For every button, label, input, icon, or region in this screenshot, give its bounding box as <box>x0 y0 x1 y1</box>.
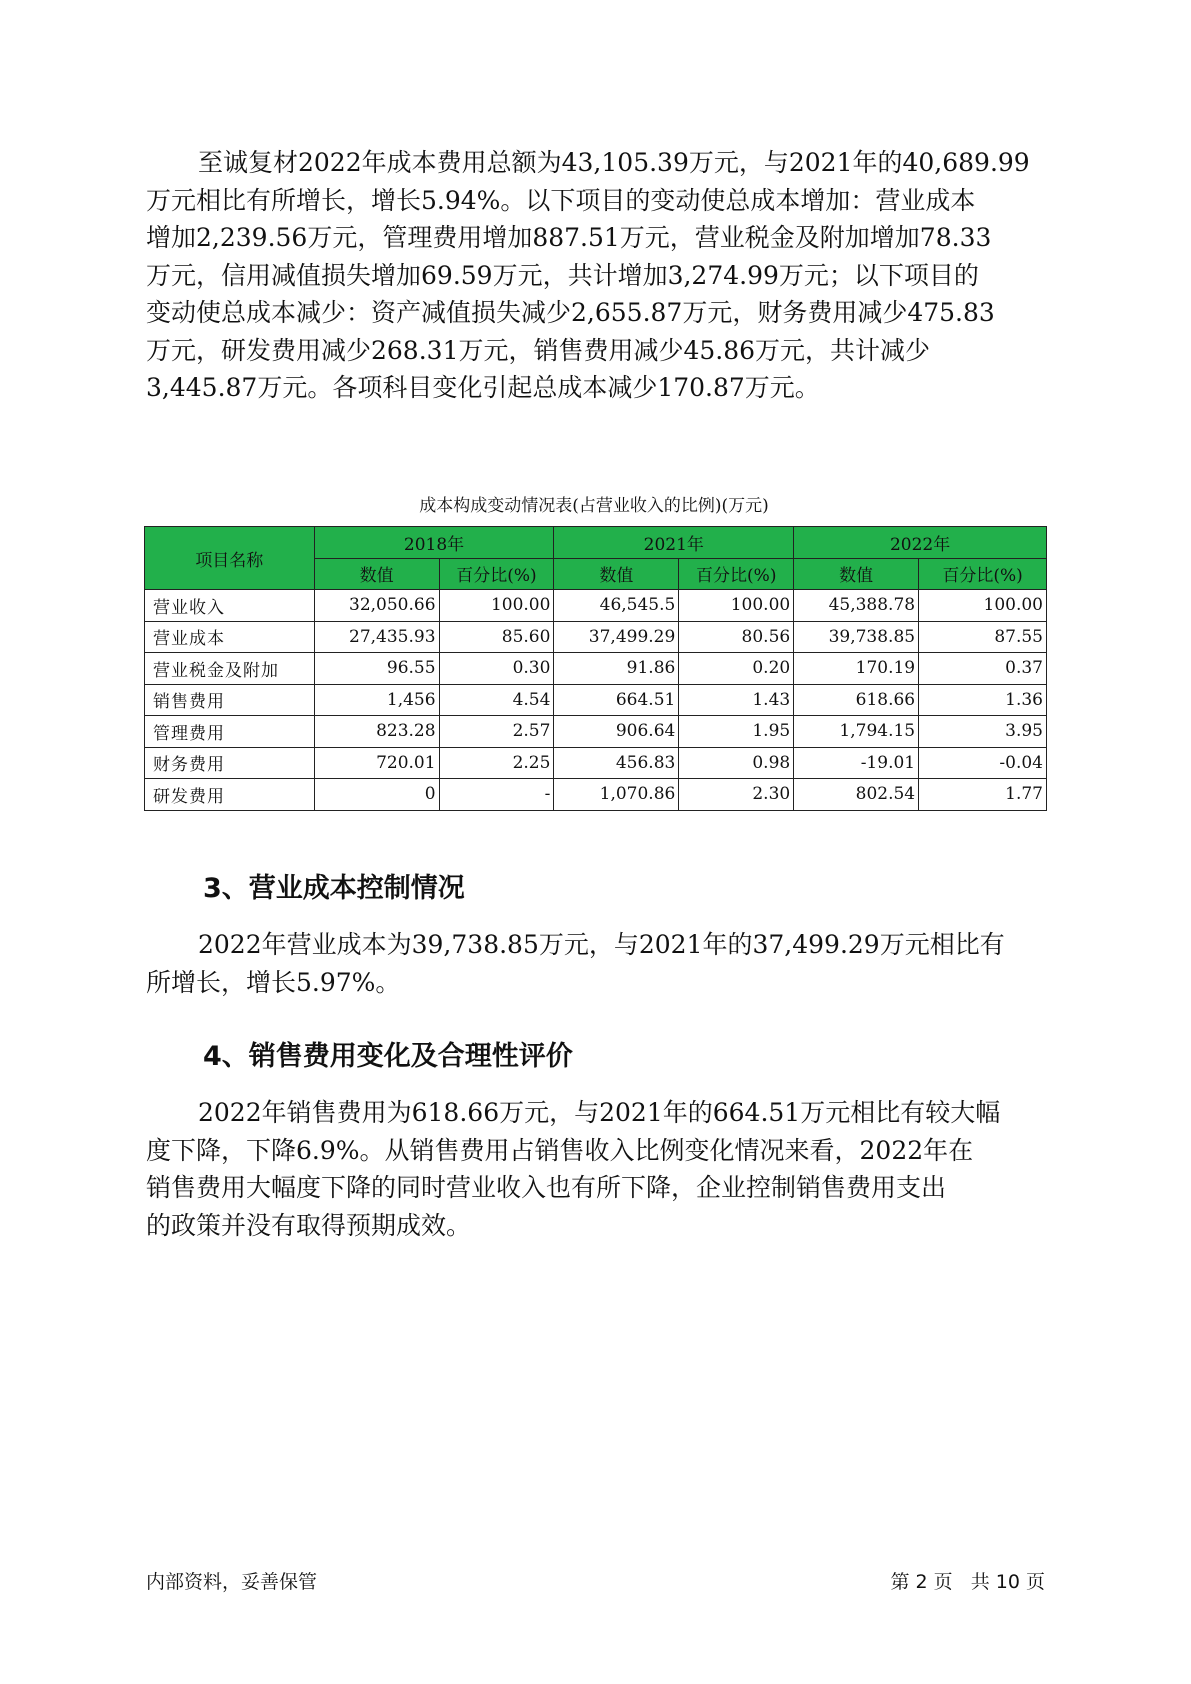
text-line: 万元，研发费用减少268.31万元，销售费用减少45.86万元，共计减少 <box>146 335 931 365</box>
paragraph-sales-expense <box>146 1094 1046 1244</box>
section-heading-4: 4、销售费用变化及合理性评价 <box>203 1041 573 1072</box>
table-caption: 成本构成变动情况表(占营业收入的比例)(万元) <box>419 496 769 516</box>
cell-percent: 85.60 <box>439 621 554 653</box>
header-percent: 百分比(%) <box>919 558 1047 590</box>
cell-value: 720.01 <box>314 747 439 779</box>
table-row <box>145 684 1047 716</box>
cost-structure-table <box>144 526 1047 811</box>
cell-value: 27,435.93 <box>314 621 439 653</box>
cell-value: 91.86 <box>554 653 679 685</box>
text-line: 的政策并没有取得预期成效。 <box>146 1210 472 1240</box>
row-label: 营业成本 <box>145 621 315 653</box>
header-year-2021: 2021年 <box>554 527 794 559</box>
section-heading-3: 3、营业成本控制情况 <box>203 873 465 904</box>
cell-value: 46,545.5 <box>554 590 679 622</box>
cell-percent: 2.30 <box>679 779 794 811</box>
cell-percent: 100.00 <box>679 590 794 622</box>
cell-value: 45,388.78 <box>794 590 919 622</box>
cell-percent: 1.36 <box>919 684 1047 716</box>
cell-percent: 4.54 <box>439 684 554 716</box>
header-item-name: 项目名称 <box>145 527 315 590</box>
text-line: 3,445.87万元。各项科目变化引起总成本减少170.87万元。 <box>146 373 820 402</box>
cell-value: 456.83 <box>554 747 679 779</box>
text-line: 至诚复材2022年成本费用总额为43,105.39万元，与2021年的40,689.99 <box>198 148 1030 177</box>
text-line: 增加2,239.56万元，管理费用增加887.51万元，营业税金及附加增加78.33 <box>146 223 992 252</box>
cell-percent: 1.95 <box>679 716 794 748</box>
paragraph-operating-cost <box>146 926 1046 1001</box>
header-year-2018: 2018年 <box>314 527 554 559</box>
row-label: 营业收入 <box>145 590 315 622</box>
row-label: 销售费用 <box>145 684 315 716</box>
cell-percent: 2.25 <box>439 747 554 779</box>
header-percent: 百分比(%) <box>679 558 794 590</box>
cell-percent: 2.57 <box>439 716 554 748</box>
text-line: 销售费用大幅度下降的同时营业收入也有所下降，企业控制销售费用支出 <box>146 1173 947 1202</box>
cell-value: 906.64 <box>554 716 679 748</box>
text-line: 所增长，增长5.97%。 <box>146 967 401 997</box>
cell-percent: 0.98 <box>679 747 794 779</box>
cell-value: 664.51 <box>554 684 679 716</box>
header-year-2022: 2022年 <box>794 527 1047 559</box>
row-label: 财务费用 <box>145 747 315 779</box>
cell-percent: 100.00 <box>919 590 1047 622</box>
cell-value: 37,499.29 <box>554 621 679 653</box>
cell-percent: -0.04 <box>919 747 1047 779</box>
cell-percent: 100.00 <box>439 590 554 622</box>
cell-value: 1,070.86 <box>554 779 679 811</box>
row-label: 营业税金及附加 <box>145 653 315 685</box>
cell-value: 32,050.66 <box>314 590 439 622</box>
footer-page-number: 第 2 页 共 10 页 <box>890 1571 1045 1593</box>
cell-percent: 0.37 <box>919 653 1047 685</box>
table-row <box>145 779 1047 811</box>
cell-percent: - <box>439 779 554 811</box>
cell-value: 802.54 <box>794 779 919 811</box>
footer-confidential-note: 内部资料，妥善保管 <box>146 1571 318 1593</box>
text-line: 度下降，下降6.9%。从销售费用占销售收入比例变化情况来看，2022年在 <box>146 1135 974 1165</box>
cell-percent: 87.55 <box>919 621 1047 653</box>
cell-value: 823.28 <box>314 716 439 748</box>
cell-value: 1,456 <box>314 684 439 716</box>
header-value: 数值 <box>794 558 919 590</box>
text-line: 万元，信用减值损失增加69.59万元，共计增加3,274.99万元；以下项目的 <box>146 260 979 290</box>
header-percent: 百分比(%) <box>439 558 554 590</box>
cell-percent: 1.77 <box>919 779 1047 811</box>
table-row <box>145 653 1047 685</box>
text-line: 2022年销售费用为618.66万元，与2021年的664.51万元相比有较大幅 <box>198 1098 1001 1127</box>
cell-percent: 1.43 <box>679 684 794 716</box>
table-row <box>145 716 1047 748</box>
cell-value: 96.55 <box>314 653 439 685</box>
table-row <box>145 747 1047 779</box>
header-value: 数值 <box>554 558 679 590</box>
row-label: 研发费用 <box>145 779 315 811</box>
cell-value: 618.66 <box>794 684 919 716</box>
row-label: 管理费用 <box>145 716 315 748</box>
cell-value: 1,794.15 <box>794 716 919 748</box>
paragraph-cost-summary <box>146 144 1046 407</box>
table-row <box>145 590 1047 622</box>
cell-percent: 0.30 <box>439 653 554 685</box>
cell-value: 0 <box>314 779 439 811</box>
cell-percent: 0.20 <box>679 653 794 685</box>
text-line: 变动使总成本减少：资产减值损失减少2,655.87万元，财务费用减少475.83 <box>146 298 995 327</box>
cell-value: 170.19 <box>794 653 919 685</box>
cell-percent: 80.56 <box>679 621 794 653</box>
text-line: 2022年营业成本为39,738.85万元，与2021年的37,499.29万元相比有 <box>198 930 1005 959</box>
cell-value: 39,738.85 <box>794 621 919 653</box>
table-row <box>145 621 1047 653</box>
cell-value: -19.01 <box>794 747 919 779</box>
text-line: 万元相比有所增长，增长5.94%。以下项目的变动使总成本增加：营业成本 <box>146 185 976 215</box>
cell-percent: 3.95 <box>919 716 1047 748</box>
header-value: 数值 <box>314 558 439 590</box>
